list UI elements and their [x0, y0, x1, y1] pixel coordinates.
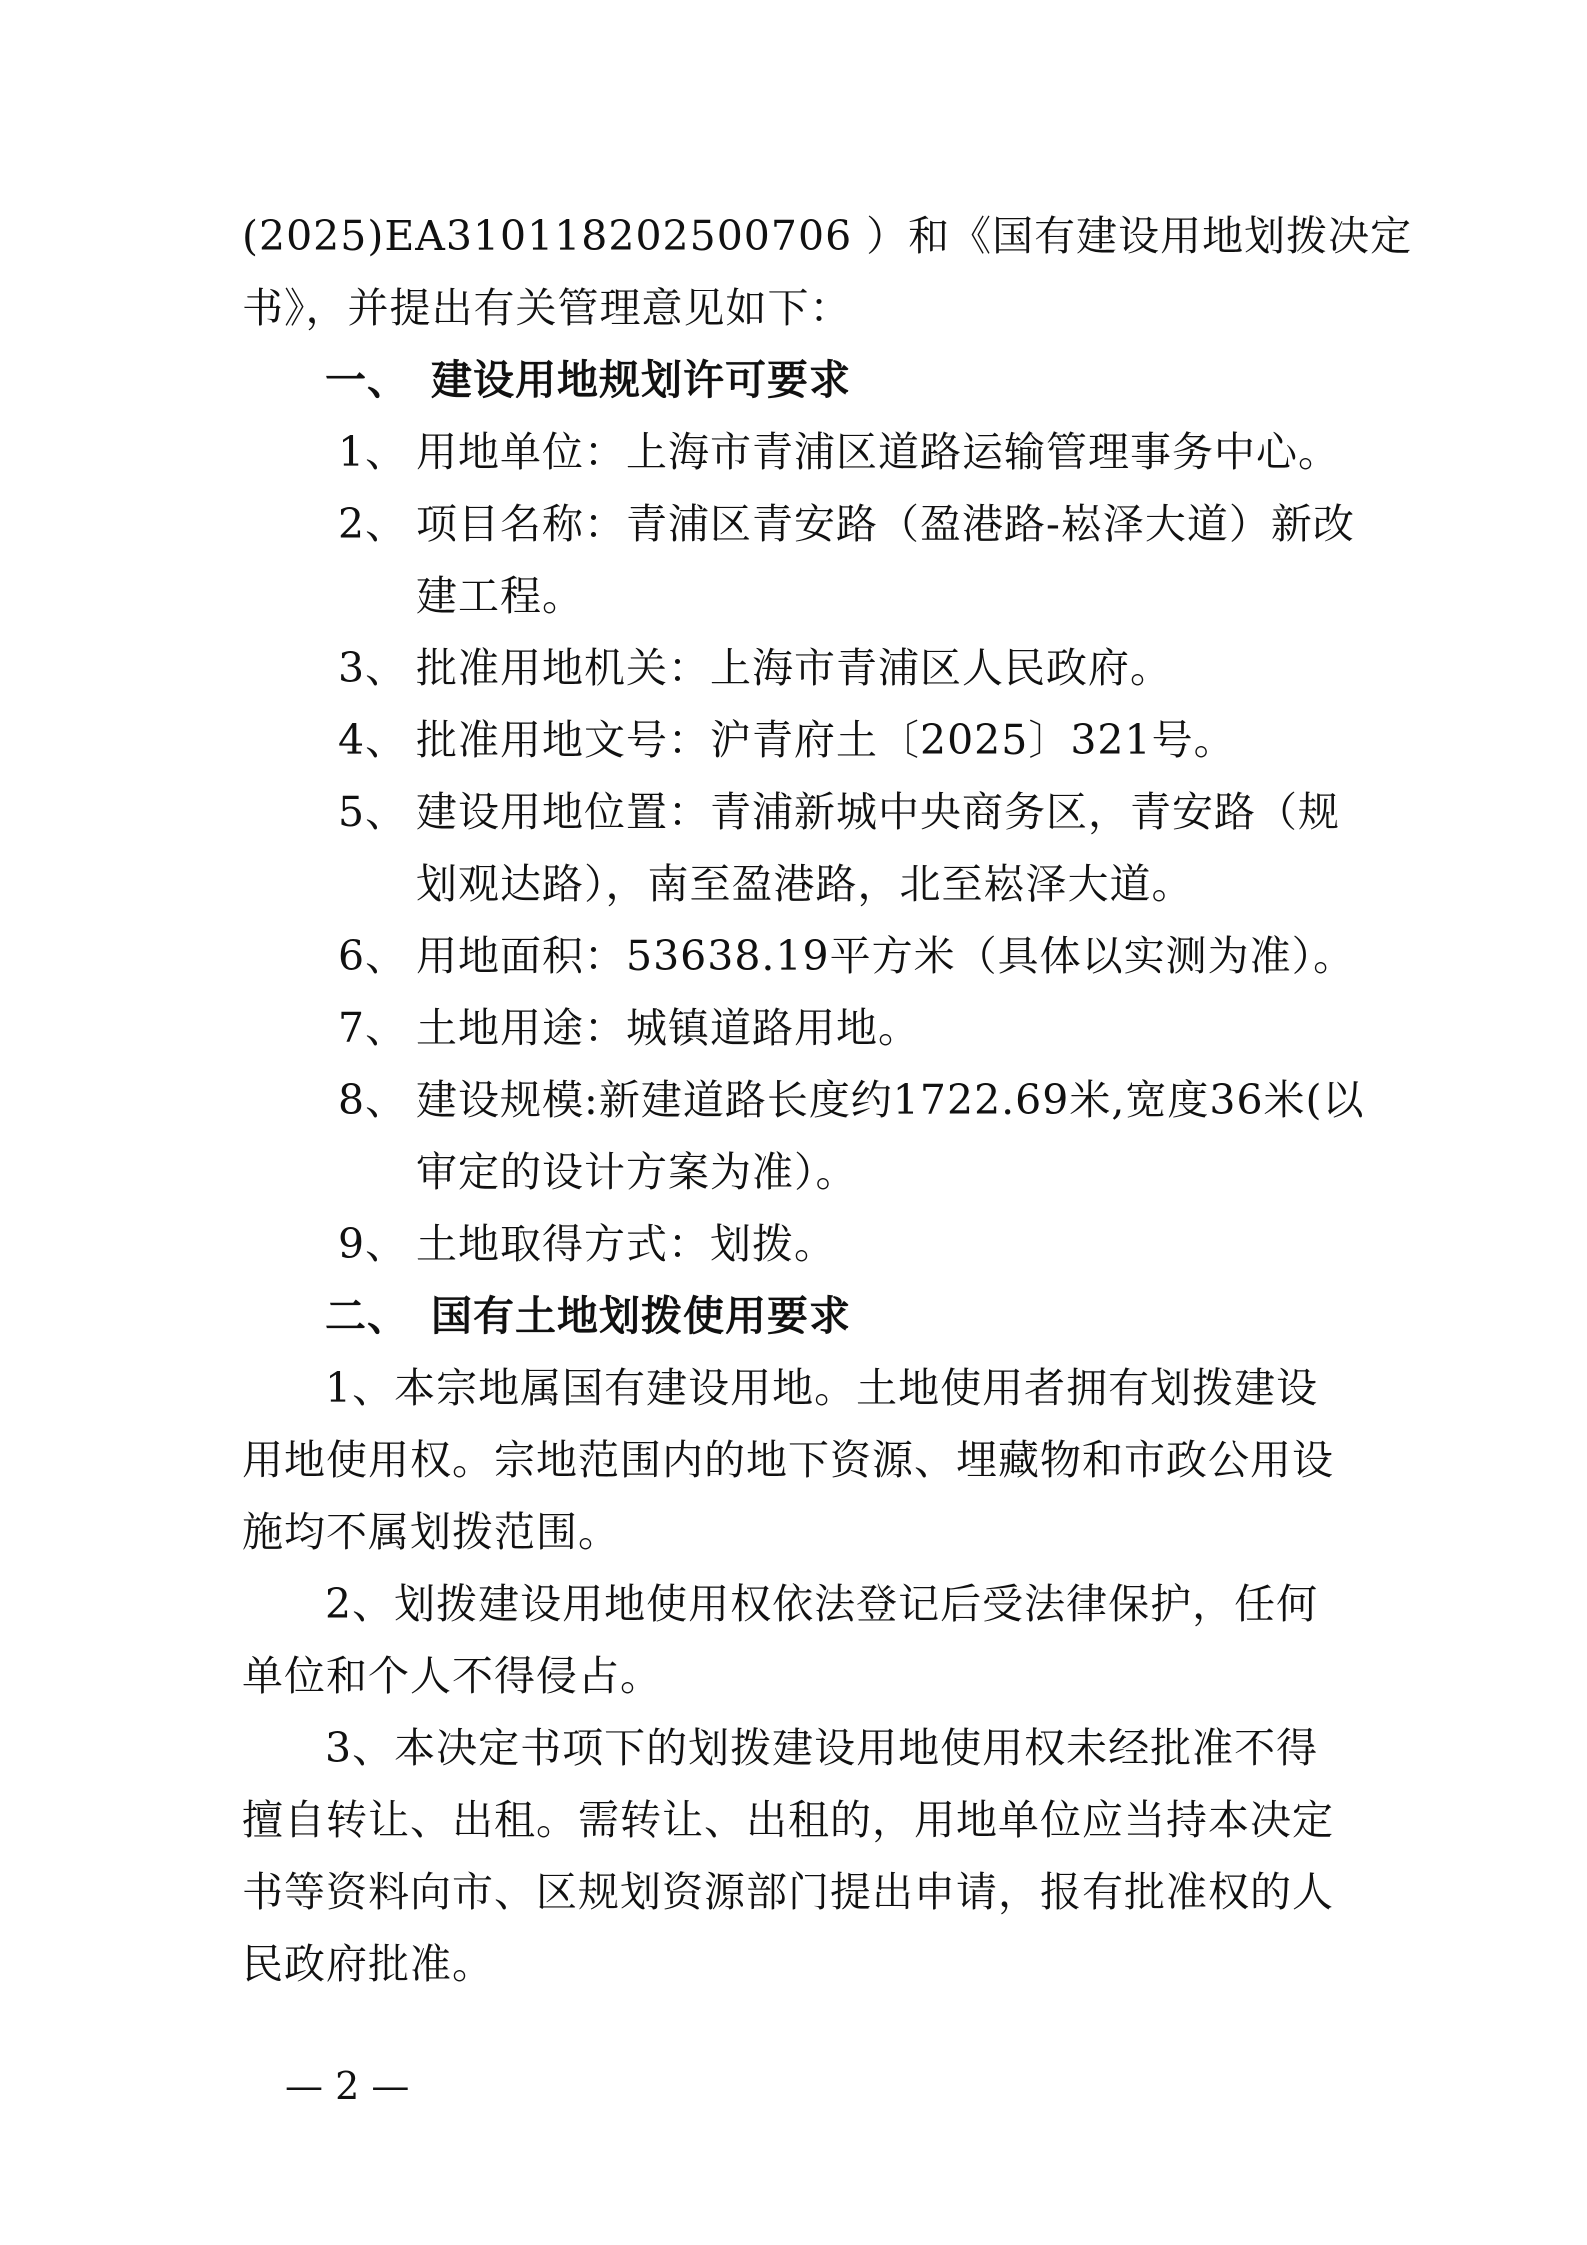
item-text: 用地面积：53638.19平方米（具体以实测为准）。	[416, 932, 1356, 980]
section-1-title: 建设用地规划许可要求	[431, 356, 851, 404]
list-item	[338, 776, 1340, 848]
paragraph-line: 擅自转让、出租。需转让、出租的，用地单位应当持本决定	[242, 1796, 1334, 1844]
item-number: 4、	[338, 716, 408, 764]
item-number: 1、	[338, 428, 408, 476]
item-number: 3、	[338, 644, 408, 692]
item-number: 8、	[338, 1076, 408, 1124]
intro-line-1: (2025)EA310118202500706 ）和《国有建设用地划拨决定	[242, 212, 1413, 260]
section-2-title: 国有土地划拨使用要求	[431, 1292, 851, 1340]
item-text-continued: 建工程。	[416, 572, 584, 620]
paragraph-line: 书等资料向市、区规划资源部门提出申请，报有批准权的人	[242, 1868, 1334, 1916]
intro-line-2: 书》，并提出有关管理意见如下：	[242, 284, 852, 332]
item-text-continued: 审定的设计方案为准）。	[416, 1148, 858, 1196]
list-item	[338, 1208, 836, 1280]
section-2-number: 二、	[325, 1292, 409, 1340]
item-text-continued: 划观达路），南至盈港路，北至崧泽大道。	[416, 860, 1194, 908]
list-item	[338, 632, 1172, 704]
section-1-number: 一、	[325, 356, 409, 404]
list-item	[338, 992, 920, 1064]
paragraph-line: 单位和个人不得侵占。	[242, 1652, 662, 1700]
list-item	[338, 704, 1236, 776]
section-1-heading	[325, 344, 851, 416]
item-text: 土地取得方式：划拨。	[416, 1220, 836, 1268]
section-2-heading	[325, 1280, 851, 1352]
item-text: 项目名称：青浦区青安路（盈港路-崧泽大道）新改	[416, 500, 1355, 548]
list-item	[338, 416, 1340, 488]
item-number: 5、	[338, 788, 408, 836]
item-number: 6、	[338, 932, 408, 980]
item-text: 建设用地位置：青浦新城中央商务区，青安路（规	[416, 788, 1340, 836]
item-number: 7、	[338, 1004, 408, 1052]
item-text: 用地单位：上海市青浦区道路运输管理事务中心。	[416, 428, 1340, 476]
paragraph-line: 施均不属划拨范围。	[242, 1508, 620, 1556]
list-item	[338, 1064, 1365, 1136]
item-text: 批准用地机关：上海市青浦区人民政府。	[416, 644, 1172, 692]
paragraph-line: 民政府批准。	[242, 1940, 494, 1988]
item-text: 建设规模:新建道路长度约1722.69米,宽度36米(以	[416, 1076, 1365, 1124]
page-number: — 2 —	[285, 2064, 410, 2108]
paragraph-line: 用地使用权。宗地范围内的地下资源、埋藏物和市政公用设	[242, 1436, 1334, 1484]
paragraph-line: 3、本决定书项下的划拨建设用地使用权未经批准不得	[325, 1724, 1319, 1772]
paragraph-line: 2、划拨建设用地使用权依法登记后受法律保护，任何	[325, 1580, 1319, 1628]
item-text: 批准用地文号：沪青府土〔2025〕321号。	[416, 716, 1236, 764]
item-number: 9、	[338, 1220, 408, 1268]
list-item	[338, 920, 1355, 992]
item-number: 2、	[338, 500, 408, 548]
paragraph-line: 1、本宗地属国有建设用地。土地使用者拥有划拨建设	[325, 1364, 1319, 1412]
list-item	[338, 488, 1355, 560]
item-text: 土地用途：城镇道路用地。	[416, 1004, 920, 1052]
